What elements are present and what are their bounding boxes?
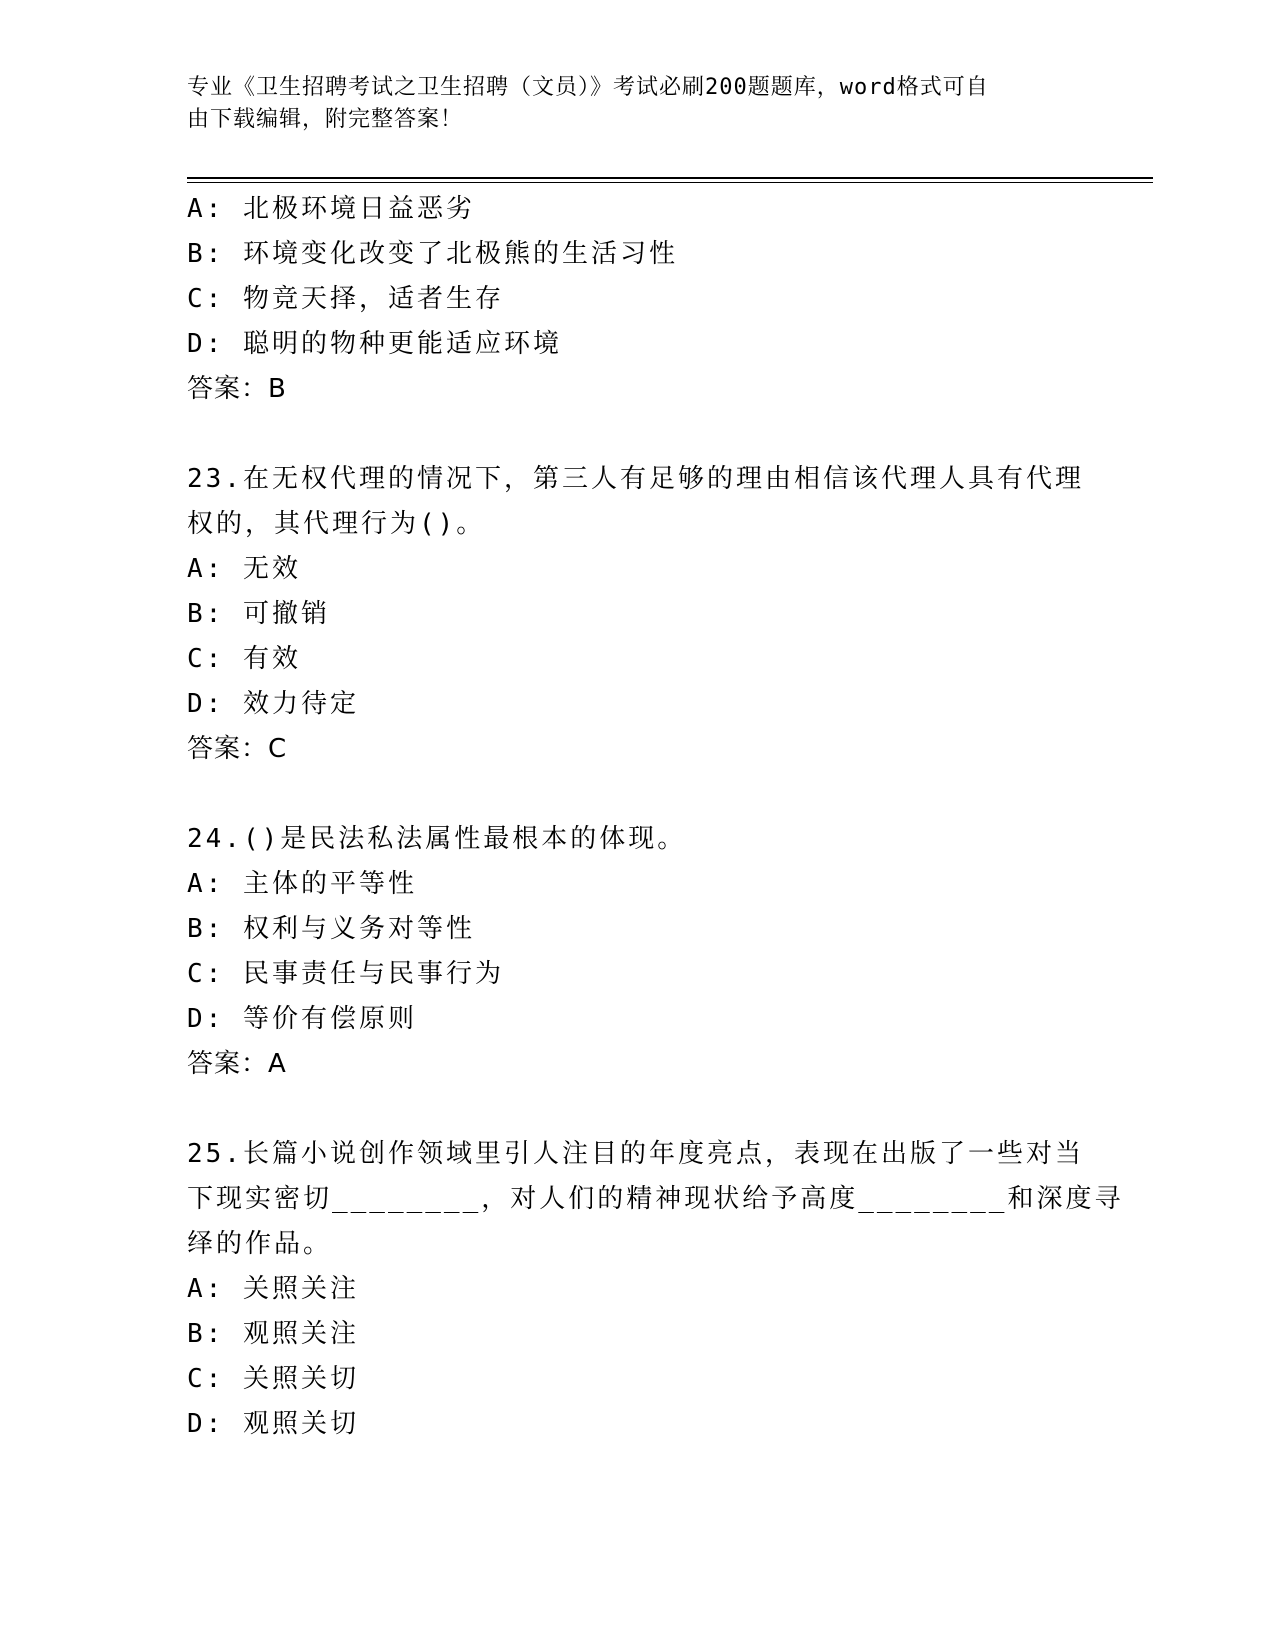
q23-stem-line-1: 23.在无权代理的情况下，第三人有足够的理由相信该代理人具有代理 — [187, 464, 1084, 494]
q24-stem-line-1: 24.()是民法私法属性最根本的体现。 — [187, 824, 687, 854]
q22-option-d: D: 聪明的物种更能适应环境 — [187, 329, 562, 359]
header-divider-thick — [187, 177, 1153, 179]
document-header — [187, 72, 1067, 136]
q23-option-a: A: 无效 — [187, 554, 301, 584]
q22-option-b: B: 环境变化改变了北极熊的生活习性 — [187, 239, 678, 269]
q22-answer: 答案：B — [187, 374, 287, 404]
header-line-1: 专业《卫生招聘考试之卫生招聘（文员）》考试必刷200题题库，word格式可自 — [187, 75, 989, 100]
q23-option-d: D: 效力待定 — [187, 689, 359, 719]
q25-option-d: D: 观照关切 — [187, 1409, 359, 1439]
q23-option-b: B: 可撤销 — [187, 599, 330, 629]
q24-answer: 答案：A — [187, 1049, 287, 1079]
q24-option-b: B: 权利与义务对等性 — [187, 914, 475, 944]
q23-stem-line-2: 权的，其代理行为()。 — [187, 509, 486, 539]
q25-option-a: A: 关照关注 — [187, 1274, 359, 1304]
q22-option-c: C: 物竞天择，适者生存 — [187, 284, 504, 314]
q22-option-a: A: 北极环境日益恶劣 — [187, 194, 475, 224]
header-line-2: 由下载编辑，附完整答案！ — [187, 107, 464, 132]
q24-option-a: A: 主体的平等性 — [187, 869, 417, 899]
q24-option-d: D: 等价有偿原则 — [187, 1004, 417, 1034]
q25-option-b: B: 观照关注 — [187, 1319, 359, 1349]
q24-option-c: C: 民事责任与民事行为 — [187, 959, 504, 989]
q25-stem-line-1: 25.长篇小说创作领域里引人注目的年度亮点，表现在出版了一些对当 — [187, 1139, 1084, 1169]
q25-option-c: C: 关照关切 — [187, 1364, 359, 1394]
q23-answer: 答案：C — [187, 734, 288, 764]
q25-stem-line-3: 绎的作品。 — [187, 1229, 333, 1259]
q23-option-c: C: 有效 — [187, 644, 301, 674]
q25-stem-line-2: 下现实密切________，对人们的精神现状给予高度________和深度寻 — [187, 1184, 1124, 1214]
header-divider-thin — [187, 182, 1153, 183]
